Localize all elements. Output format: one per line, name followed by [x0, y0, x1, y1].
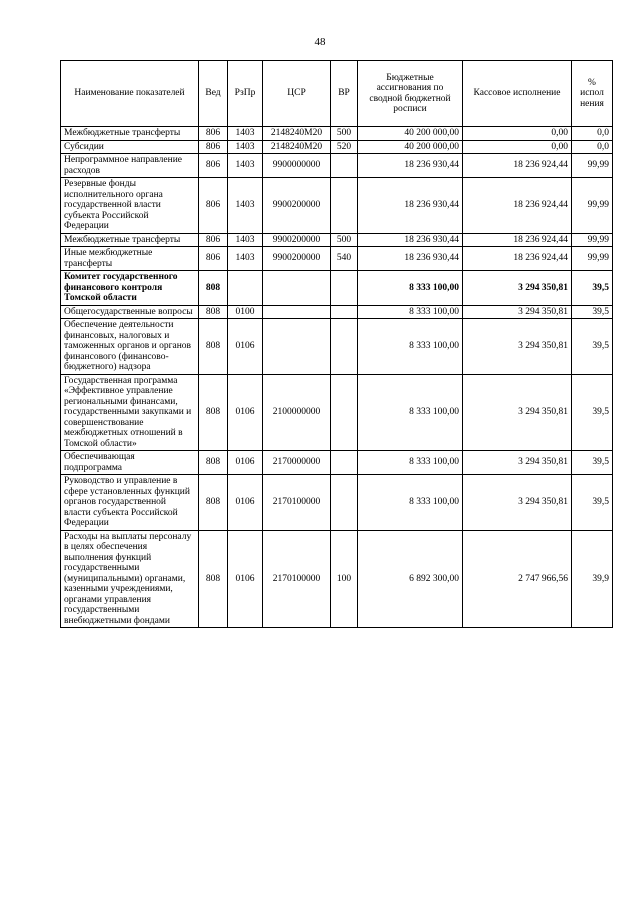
cell-percent: 39,9 — [572, 530, 613, 628]
cell-ved: 808 — [199, 475, 228, 531]
cell-budget: 8 333 100,00 — [358, 271, 463, 306]
cell-cash: 18 236 924,44 — [463, 247, 572, 271]
table-row — [61, 140, 613, 154]
cell-rzpr: 0106 — [228, 451, 263, 475]
table-row — [61, 127, 613, 141]
cell-rzpr: 0106 — [228, 374, 263, 451]
header-percent: % испол нения — [572, 61, 613, 127]
cell-cash: 18 236 924,44 — [463, 233, 572, 247]
header-name: Наименование показателей — [61, 61, 199, 127]
cell-vr: 540 — [331, 247, 358, 271]
cell-csr: 2148240M20 — [263, 140, 331, 154]
cell-ved: 806 — [199, 140, 228, 154]
table-header-row — [61, 61, 613, 127]
cell-percent: 39,5 — [572, 374, 613, 451]
cell-vr — [331, 271, 358, 306]
cell-rzpr: 0106 — [228, 319, 263, 375]
cell-budget: 18 236 930,44 — [358, 154, 463, 178]
cell-percent: 39,5 — [572, 475, 613, 531]
cell-vr: 100 — [331, 530, 358, 628]
cell-cash: 3 294 350,81 — [463, 451, 572, 475]
cell-name: Межбюджетные трансферты — [61, 233, 199, 247]
cell-budget: 18 236 930,44 — [358, 233, 463, 247]
header-vr: ВР — [331, 61, 358, 127]
table-row — [61, 475, 613, 531]
table-row — [61, 374, 613, 451]
cell-cash: 3 294 350,81 — [463, 271, 572, 306]
cell-name: Общегосударственные вопросы — [61, 305, 199, 319]
table-row — [61, 305, 613, 319]
cell-ved: 808 — [199, 305, 228, 319]
cell-budget: 8 333 100,00 — [358, 451, 463, 475]
cell-percent: 39,5 — [572, 451, 613, 475]
cell-name: Руководство и управление в сфере установленных функций органов государственной власти субъекта Российской Федерации — [61, 475, 199, 531]
cell-percent: 99,99 — [572, 178, 613, 234]
cell-cash: 18 236 924,44 — [463, 178, 572, 234]
cell-csr — [263, 305, 331, 319]
cell-budget: 18 236 930,44 — [358, 178, 463, 234]
cell-budget: 40 200 000,00 — [358, 127, 463, 141]
cell-csr: 9900200000 — [263, 247, 331, 271]
cell-name: Обеспечение деятельности финансовых, налоговых и таможенных органов и органов финансового (финансово-бюджетного) надзора — [61, 319, 199, 375]
budget-execution-table — [60, 60, 613, 628]
cell-rzpr: 1403 — [228, 127, 263, 141]
cell-csr: 9900200000 — [263, 233, 331, 247]
cell-name: Иные межбюджетные трансферты — [61, 247, 199, 271]
table-row — [61, 530, 613, 628]
cell-name: Обеспечивающая подпрограмма — [61, 451, 199, 475]
cell-name: Субсидии — [61, 140, 199, 154]
cell-name: Государственная программа «Эффективное управление региональными финансами, государственными закупками и совершенствование межбюджетных отношений в Томской области» — [61, 374, 199, 451]
cell-cash: 0,00 — [463, 140, 572, 154]
cell-csr: 9900000000 — [263, 154, 331, 178]
cell-ved: 806 — [199, 154, 228, 178]
table-row — [61, 178, 613, 234]
cell-name: Непрограммное направление расходов — [61, 154, 199, 178]
cell-rzpr: 0100 — [228, 305, 263, 319]
cell-csr: 2148240M20 — [263, 127, 331, 141]
cell-rzpr: 0106 — [228, 530, 263, 628]
cell-vr — [331, 305, 358, 319]
cell-cash: 3 294 350,81 — [463, 475, 572, 531]
cell-csr: 9900200000 — [263, 178, 331, 234]
cell-cash: 2 747 966,56 — [463, 530, 572, 628]
cell-cash: 3 294 350,81 — [463, 305, 572, 319]
cell-budget: 8 333 100,00 — [358, 475, 463, 531]
cell-vr — [331, 475, 358, 531]
cell-csr: 2100000000 — [263, 374, 331, 451]
cell-ved: 808 — [199, 271, 228, 306]
cell-vr: 520 — [331, 140, 358, 154]
cell-csr: 2170000000 — [263, 451, 331, 475]
cell-rzpr: 1403 — [228, 154, 263, 178]
cell-percent: 0,0 — [572, 140, 613, 154]
cell-name: Расходы на выплаты персоналу в целях обеспечения выполнения функций государственными (муниципальными) органами, казенными учреждениями, органами управления государственными внебюджетными фондами — [61, 530, 199, 628]
cell-budget: 6 892 300,00 — [358, 530, 463, 628]
cell-csr: 2170100000 — [263, 475, 331, 531]
cell-ved: 808 — [199, 451, 228, 475]
cell-ved: 808 — [199, 530, 228, 628]
cell-rzpr: 1403 — [228, 140, 263, 154]
cell-ved: 806 — [199, 233, 228, 247]
cell-cash: 3 294 350,81 — [463, 374, 572, 451]
cell-vr: 500 — [331, 127, 358, 141]
cell-vr — [331, 374, 358, 451]
cell-rzpr — [228, 271, 263, 306]
cell-budget: 8 333 100,00 — [358, 319, 463, 375]
table-row — [61, 451, 613, 475]
table-row — [61, 247, 613, 271]
cell-percent: 99,99 — [572, 233, 613, 247]
cell-cash: 3 294 350,81 — [463, 319, 572, 375]
cell-vr: 500 — [331, 233, 358, 247]
header-rzpr: РзПр — [228, 61, 263, 127]
cell-ved: 808 — [199, 319, 228, 375]
cell-csr: 2170100000 — [263, 530, 331, 628]
cell-rzpr: 1403 — [228, 178, 263, 234]
cell-percent: 99,99 — [572, 247, 613, 271]
cell-budget: 18 236 930,44 — [358, 247, 463, 271]
cell-ved: 806 — [199, 178, 228, 234]
cell-cash: 18 236 924,44 — [463, 154, 572, 178]
page-number: 48 — [314, 36, 326, 48]
cell-percent: 39,5 — [572, 271, 613, 306]
cell-vr — [331, 154, 358, 178]
table-row-committee — [61, 271, 613, 306]
cell-percent: 0,0 — [572, 127, 613, 141]
cell-vr — [331, 178, 358, 234]
cell-percent: 39,5 — [572, 319, 613, 375]
cell-vr — [331, 451, 358, 475]
header-csr: ЦСР — [263, 61, 331, 127]
table-row — [61, 154, 613, 178]
table-row — [61, 233, 613, 247]
header-cash: Кассовое исполнение — [463, 61, 572, 127]
cell-vr — [331, 319, 358, 375]
cell-budget: 8 333 100,00 — [358, 305, 463, 319]
table-row — [61, 319, 613, 375]
cell-ved: 808 — [199, 374, 228, 451]
cell-csr — [263, 271, 331, 306]
cell-name: Комитет государственного финансового контроля Томской области — [61, 271, 199, 306]
header-ved: Вед — [199, 61, 228, 127]
cell-ved: 806 — [199, 247, 228, 271]
cell-percent: 99,99 — [572, 154, 613, 178]
cell-percent: 39,5 — [572, 305, 613, 319]
cell-budget: 8 333 100,00 — [358, 374, 463, 451]
cell-rzpr: 0106 — [228, 475, 263, 531]
cell-name: Резервные фонды исполнительного органа государственной власти субъекта Российской Федерации — [61, 178, 199, 234]
cell-cash: 0,00 — [463, 127, 572, 141]
cell-ved: 806 — [199, 127, 228, 141]
cell-csr — [263, 319, 331, 375]
header-budget: Бюджетные ассигнования по сводной бюджетной росписи — [358, 61, 463, 127]
cell-rzpr: 1403 — [228, 233, 263, 247]
cell-name: Межбюджетные трансферты — [61, 127, 199, 141]
cell-rzpr: 1403 — [228, 247, 263, 271]
cell-budget: 40 200 000,00 — [358, 140, 463, 154]
